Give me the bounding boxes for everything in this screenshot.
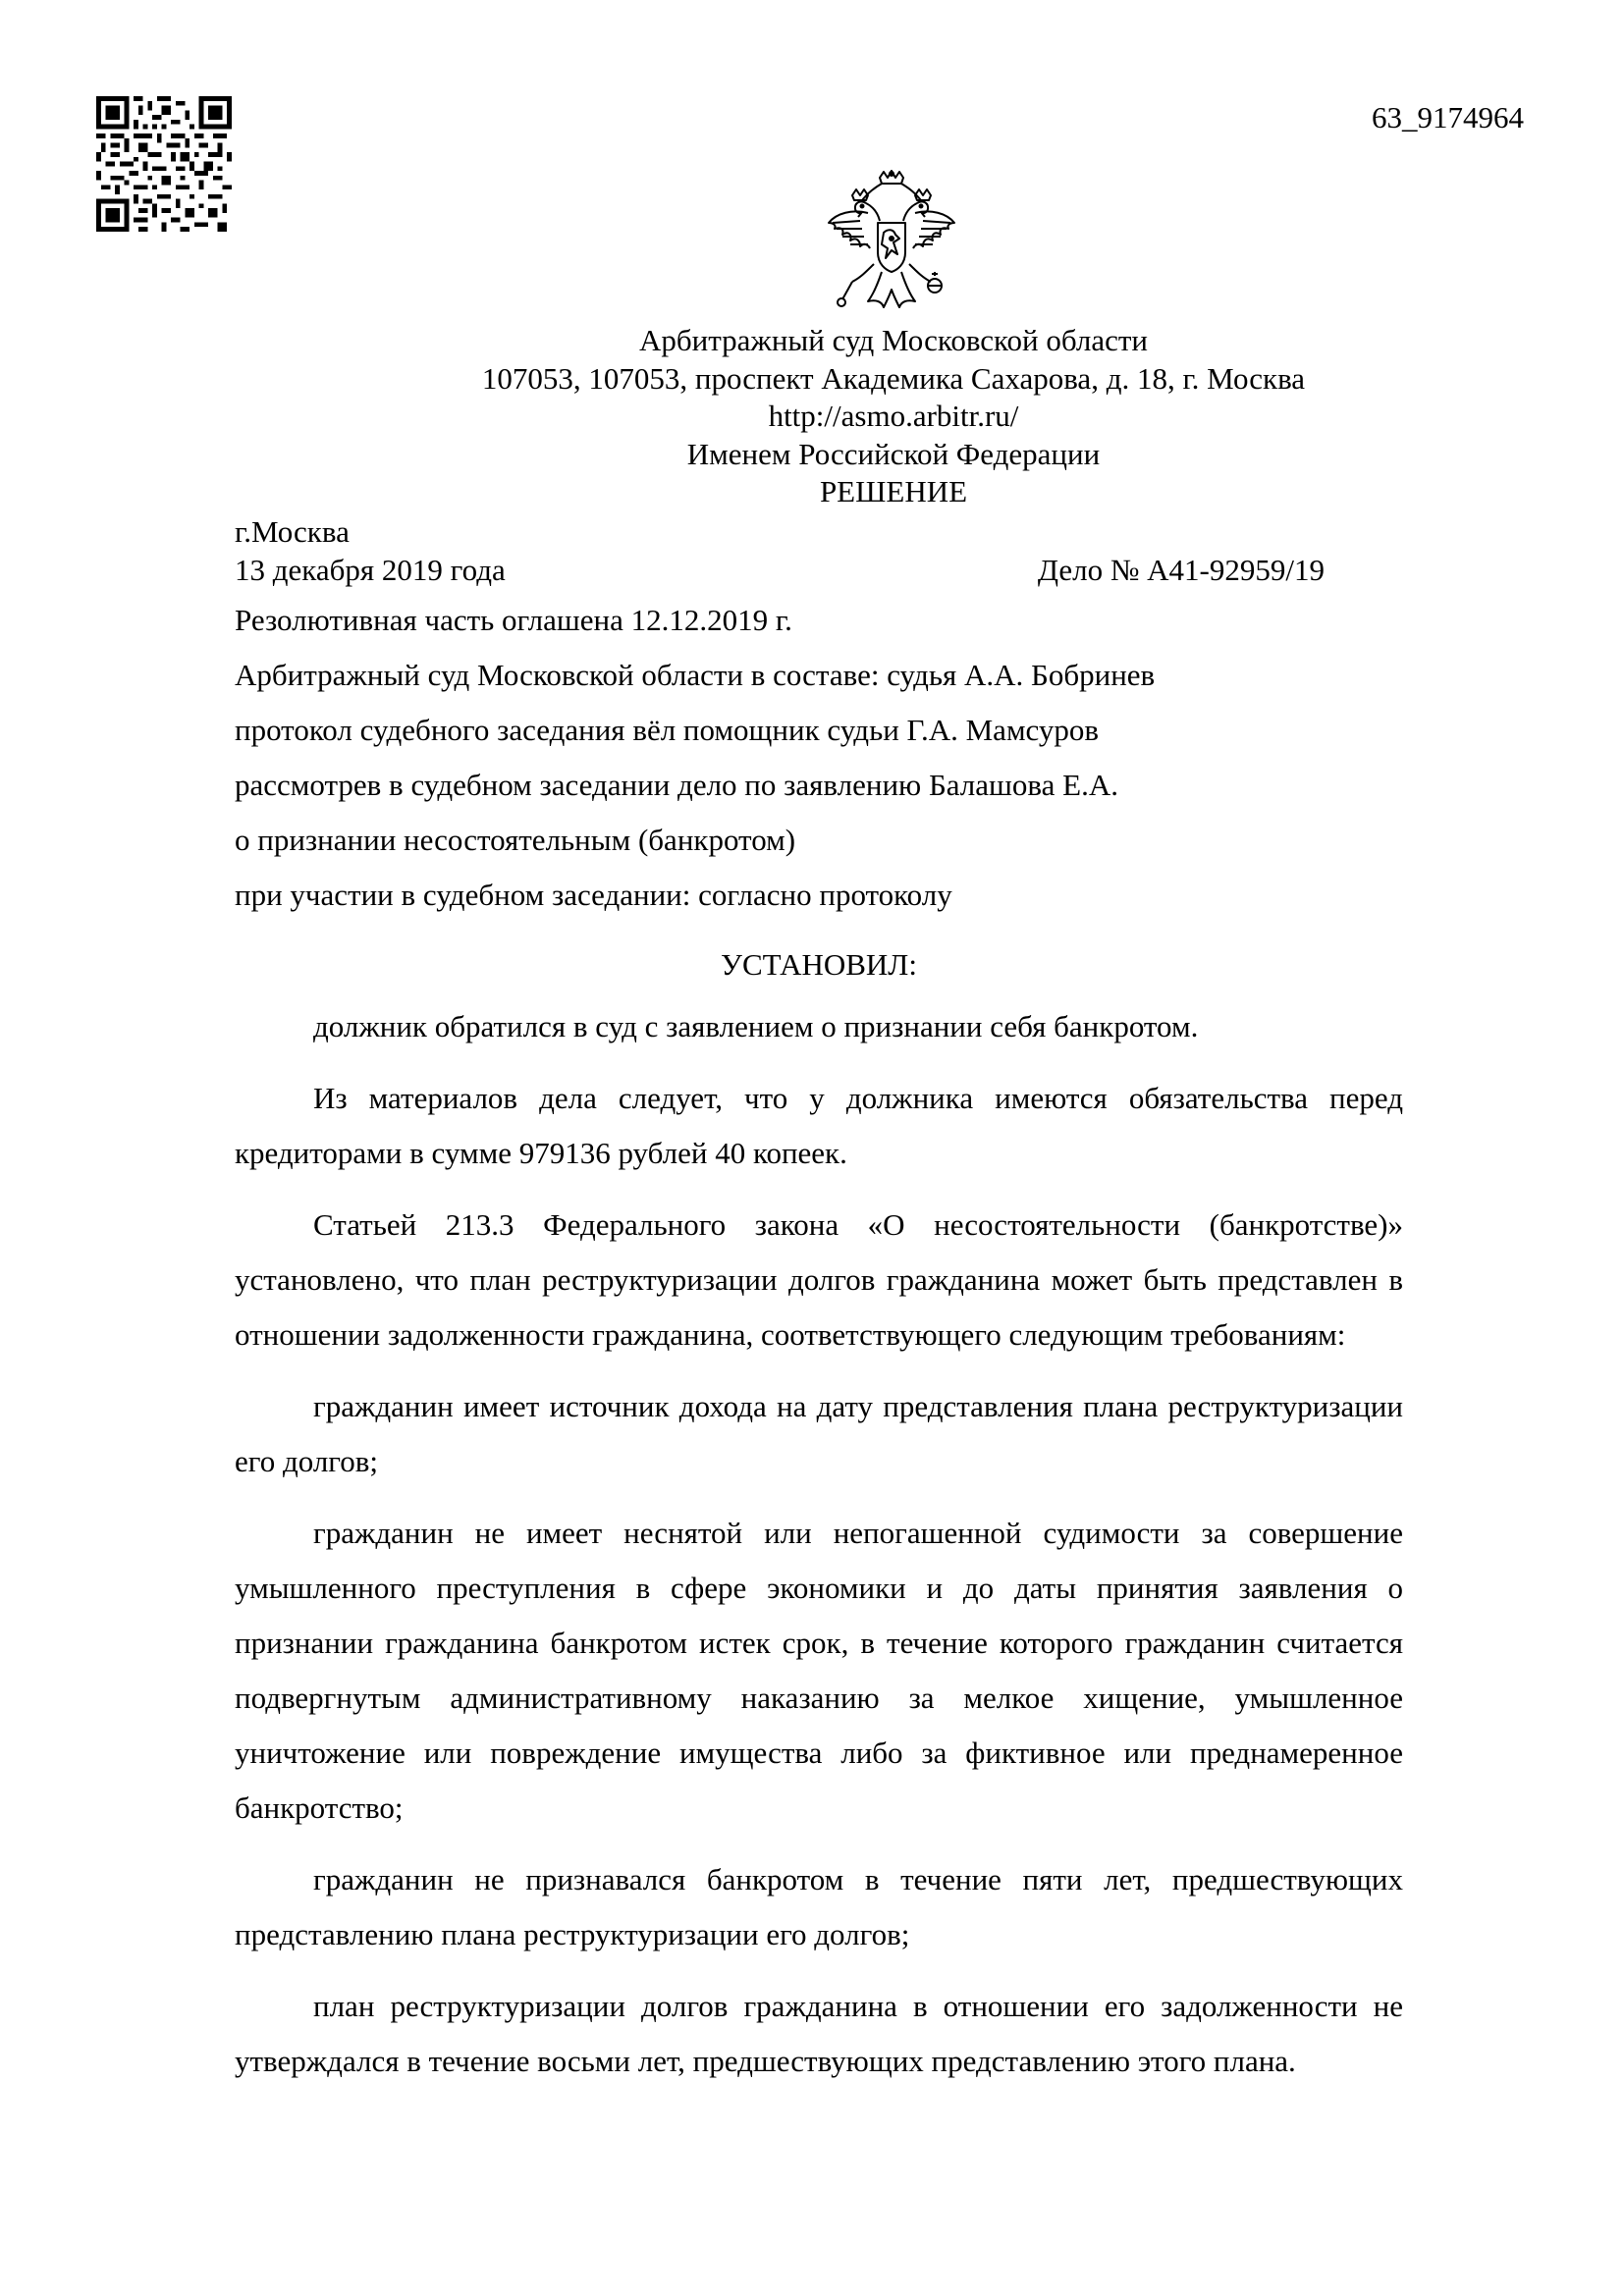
intro-line: рассмотрев в судебном заседании дело по заявлению Балашова Е.А. <box>235 768 1118 802</box>
document-body <box>235 999 1403 2106</box>
paragraph: Из материалов дела следует, что у должника имеются обязательства перед кредиторами в сумме 979136 рублей 40 копеек. <box>235 1081 1403 1170</box>
section-title: УСТАНОВИЛ: <box>721 947 917 982</box>
case-number: Дело № А41-92959/19 <box>1037 553 1325 587</box>
paragraph: план реструктуризации долгов гражданина в отношении его задолженности не утверждался в течение восьми лет, предшествующих представлению этого плана. <box>235 1989 1403 2078</box>
court-header <box>236 322 1551 511</box>
paragraph: Статьей 213.3 Федерального закона «О несостоятельности (банкротстве)» установлено, что план реструктуризации долгов гражданина может быть представлен в отношении задолженности гражданина, соответствующего следующим требованиям: <box>235 1207 1403 1352</box>
court-address: 107053, 107053, проспект Академика Сахарова, д. 18, г. Москва <box>481 360 1306 396</box>
intro-line: Резолютивная часть оглашена 12.12.2019 г. <box>235 603 792 637</box>
document-type: РЕШЕНИЕ <box>819 474 968 508</box>
coat-of-arms-icon <box>823 170 960 317</box>
city: г.Москва <box>235 514 350 549</box>
paragraph: гражданин не признавался банкротом в течение пяти лет, предшествующих представлению плана реструктуризации его долгов; <box>235 1862 1403 1951</box>
intro-line: при участии в судебном заседании: согласно протоколу <box>235 878 952 912</box>
intro-line: Арбитражный суд Московской области в составе: судья А.А. Бобринев <box>235 658 1156 692</box>
document-id: 63_9174964 <box>1372 100 1524 134</box>
intro-line: о признании несостоятельным (банкротом) <box>235 823 796 857</box>
paragraph: должник обратился в суд с заявлением о признании себя банкротом. <box>313 1009 1199 1043</box>
qr-code-icon <box>96 96 232 232</box>
date-case-row <box>235 551 1325 589</box>
paragraph: гражданин не имеет неснятой или непогашенной судимости за совершение умышленного преступления в сфере экономики и до даты принятия заявления о признании гражданина банкротом истек срок, в течение которого гражданин считается подвергнутым административному наказанию за мелкое хищение, умышленное уничтожение или повреждение имущества либо за фиктивное или преднамеренное банкротство; <box>235 1516 1403 1825</box>
intro-block <box>235 601 1403 931</box>
decision-date: 13 декабря 2019 года <box>235 553 506 587</box>
case-meta <box>235 512 1325 589</box>
court-formula: Именем Российской Федерации <box>686 436 1101 471</box>
paragraph: гражданин имеет источник дохода на дату представления плана реструктуризации его долгов; <box>235 1389 1403 1478</box>
court-website: http://asmo.arbitr.ru/ <box>768 399 1019 433</box>
court-name: Арбитражный суд Московской области <box>638 323 1148 357</box>
intro-line: протокол судебного заседания вёл помощник судьи Г.А. Мамсуров <box>235 713 1100 747</box>
